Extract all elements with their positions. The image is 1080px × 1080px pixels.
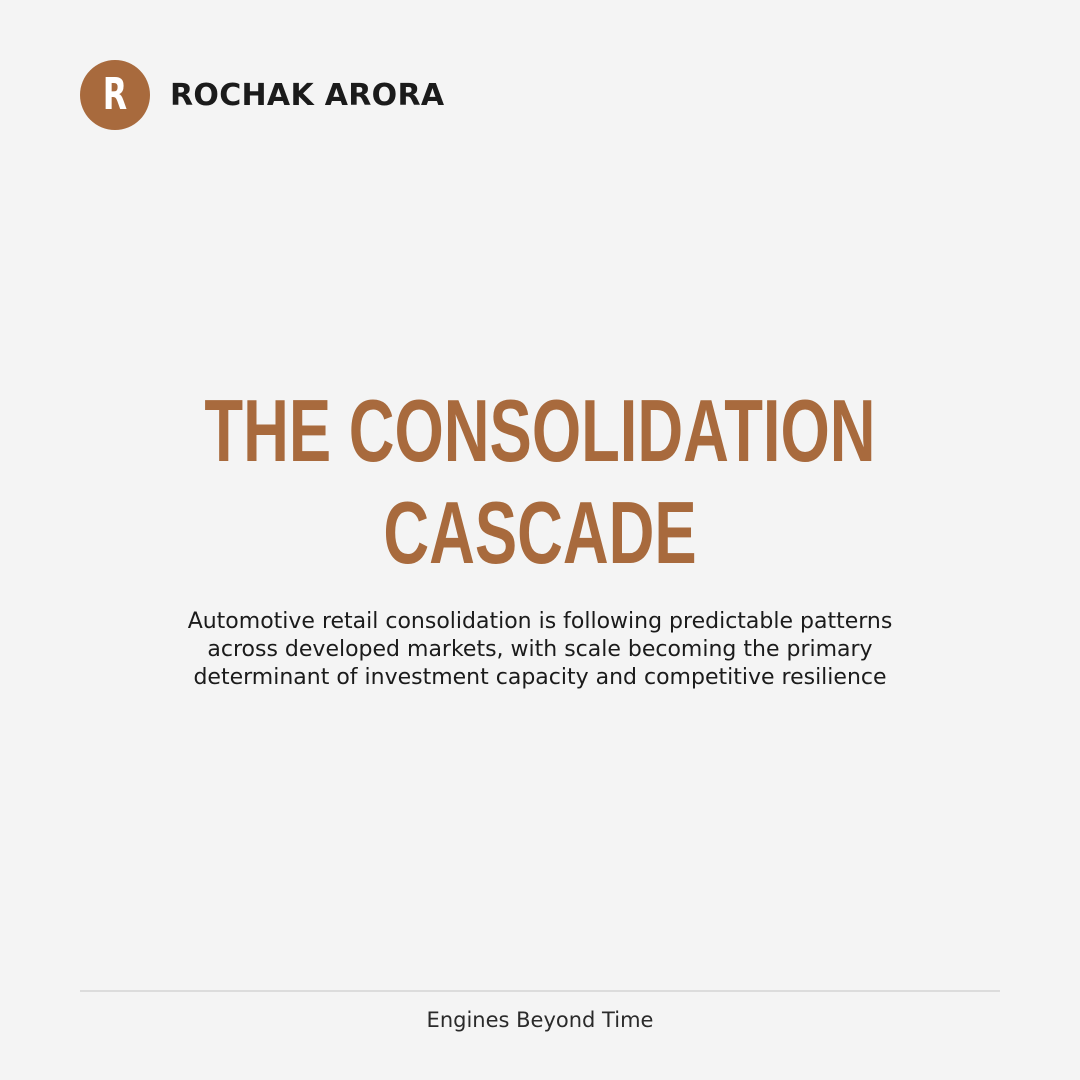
brand-name: ROCHAK ARORA — [170, 77, 445, 113]
subtitle — [130, 608, 950, 692]
title-line-1: THE CONSOLIDATION — [204, 381, 876, 480]
page-title — [0, 380, 1080, 584]
subtitle-line-2: across developed markets, with scale becoming the primary — [207, 637, 873, 662]
title-line-2: CASCADE — [383, 483, 697, 582]
footer-divider — [80, 990, 1000, 992]
subtitle-line-3: determinant of investment capacity and competitive resilience — [193, 665, 887, 690]
logo-letter: R — [102, 69, 128, 120]
header — [80, 60, 444, 130]
brand-logo — [80, 60, 150, 130]
footer-tagline: Engines Beyond Time — [426, 1008, 654, 1032]
subtitle-line-1: Automotive retail consolidation is following predictable patterns — [187, 609, 893, 634]
